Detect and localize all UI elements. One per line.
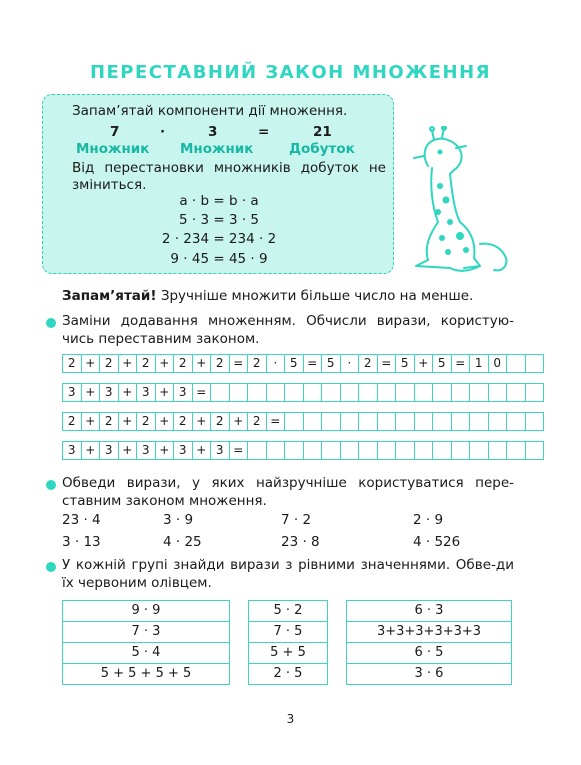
label-multiplier-2: Множник (180, 141, 254, 157)
grid-cell (415, 442, 434, 460)
grid-cell: 3 (137, 442, 156, 460)
answer-grid-row-4 (62, 441, 544, 460)
answer-grid-row-1 (62, 354, 544, 373)
dot-sign: · (160, 124, 166, 140)
grid-cell (452, 413, 471, 431)
label-product: Добуток (289, 141, 355, 157)
grid-cell: 2 (137, 355, 156, 373)
equation: 9 · 45 = 45 · 9 (170, 251, 268, 267)
grid-cell (285, 413, 304, 431)
grid-cell (452, 384, 471, 402)
remember-text: Зручніше множити більше число на менше. (156, 288, 474, 304)
grid-cell (267, 442, 286, 460)
grid-cell (341, 442, 360, 460)
group-expression[interactable]: 6 · 5 (347, 643, 511, 664)
rule-statement: Від перестановки множників добуток не зміниться. (72, 160, 386, 193)
grid-cell (396, 442, 415, 460)
group-expression[interactable]: 5 + 5 + 5 + 5 (100, 666, 192, 681)
grid-cell: + (156, 442, 175, 460)
grid-cell (285, 442, 304, 460)
grid-cell: 3 (211, 442, 230, 460)
expression[interactable]: 3 · 13 (62, 534, 101, 550)
group-expression[interactable]: 9 · 9 (63, 601, 229, 622)
equation: 5 · 3 = 3 · 5 (179, 212, 259, 228)
grid-cell (248, 384, 267, 402)
grid-cell (470, 442, 489, 460)
group-expression[interactable]: 2 · 5 (273, 666, 303, 681)
grid-cell (304, 413, 323, 431)
grid-cell: + (193, 413, 212, 431)
grid-cell: + (119, 442, 138, 460)
remember-bold: Запам’ятай! (62, 288, 157, 304)
grid-cell (341, 413, 360, 431)
task-2-text: Обведи вирази, у яких найзручніше користуватися пере-ставним законом множення. (62, 475, 514, 509)
grid-cell (378, 442, 397, 460)
bullet-icon (46, 318, 56, 328)
label-multiplier-1: Множник (76, 141, 150, 157)
grid-cell (507, 384, 526, 402)
expression[interactable]: 3 · 9 (163, 512, 194, 528)
grid-cell (507, 413, 526, 431)
expression[interactable]: 23 · 4 (62, 512, 101, 528)
grid-cell: 2 (211, 413, 230, 431)
grid-cell (526, 442, 545, 460)
equation: 2 · 234 = 234 · 2 (161, 231, 277, 247)
group-expression[interactable]: 3+3+3+3+3+3 (347, 622, 511, 643)
factor-2: 3 (208, 124, 218, 140)
grid-cell: 2 (63, 355, 82, 373)
grid-cell (322, 413, 341, 431)
grid-cell: + (82, 413, 101, 431)
grid-cell: + (82, 442, 101, 460)
grid-cell (433, 413, 452, 431)
grid-cell (304, 442, 323, 460)
expression[interactable]: 2 · 9 (413, 512, 444, 528)
grid-cell: 2 (174, 355, 193, 373)
grid-cell: 2 (211, 355, 230, 373)
grid-cell (415, 413, 434, 431)
answer-grid-row-3 (62, 412, 544, 431)
page-number: 3 (286, 712, 295, 726)
grid-cell: 5 (285, 355, 304, 373)
page-title: ПЕРЕСТАВНИЙ ЗАКОН МНОЖЕННЯ (89, 62, 492, 83)
grid-cell: 2 (100, 413, 119, 431)
grid-cell (304, 384, 323, 402)
rule-intro: Запам’ятай компоненти дії множення. (72, 103, 348, 119)
grid-cell (507, 442, 526, 460)
grid-cell: + (193, 355, 212, 373)
grid-cell (267, 384, 286, 402)
grid-cell (396, 384, 415, 402)
grid-cell (526, 413, 545, 431)
grid-cell: 3 (174, 384, 193, 402)
grid-cell: + (119, 355, 138, 373)
grid-cell: 3 (63, 384, 82, 402)
task-1-text: Заміни додавання множенням. Обчисли вирази, користую-чись переставним законом. (62, 313, 514, 347)
grid-cell: + (156, 384, 175, 402)
grid-cell: 5 (433, 355, 452, 373)
grid-cell (489, 442, 508, 460)
grid-cell: 2 (248, 413, 267, 431)
grid-cell (433, 384, 452, 402)
grid-cell: · (341, 355, 360, 373)
grid-cell (415, 384, 434, 402)
grid-cell (359, 413, 378, 431)
grid-cell: + (119, 384, 138, 402)
grid-cell: 2 (248, 355, 267, 373)
grid-cell: + (156, 413, 175, 431)
grid-cell: + (193, 442, 212, 460)
answer-grid-row-2 (62, 383, 544, 402)
grid-cell: 2 (174, 413, 193, 431)
grid-cell: 1 (470, 355, 489, 373)
grid-cell: + (119, 413, 138, 431)
group-table-3 (346, 600, 512, 685)
expression[interactable]: 4 · 25 (163, 534, 202, 550)
factor-1: 7 (110, 124, 120, 140)
task-3-text: У кожній групі знайди вирази з рівними значеннями. Обве-ди їх червоним олівцем. (62, 557, 514, 591)
grid-cell: + (82, 355, 101, 373)
grid-cell (322, 384, 341, 402)
grid-cell (489, 384, 508, 402)
equation: a · b = b · a (179, 193, 259, 209)
equals-sign: = (258, 124, 270, 140)
grid-cell: + (156, 355, 175, 373)
grid-cell: 3 (100, 442, 119, 460)
grid-cell: 3 (63, 442, 82, 460)
giraffe-illustration (410, 126, 515, 278)
grid-cell: 0 (489, 355, 508, 373)
grid-cell (378, 384, 397, 402)
grid-cell (452, 442, 471, 460)
group-table-1 (62, 600, 230, 685)
grid-cell (230, 384, 249, 402)
grid-cell (359, 442, 378, 460)
bullet-icon (46, 480, 56, 490)
remember-note (62, 288, 473, 304)
grid-cell (396, 413, 415, 431)
grid-cell: 2 (359, 355, 378, 373)
group-table-2 (248, 600, 328, 685)
group-expression[interactable]: 7 · 3 (63, 622, 229, 643)
expression[interactable]: 23 · 8 (281, 534, 320, 550)
grid-cell (526, 384, 545, 402)
grid-cell: 5 (322, 355, 341, 373)
grid-cell (359, 384, 378, 402)
grid-cell: 3 (137, 384, 156, 402)
grid-cell: = (304, 355, 323, 373)
grid-cell (470, 413, 489, 431)
grid-cell: 3 (174, 442, 193, 460)
grid-cell: · (267, 355, 286, 373)
grid-cell: + (415, 355, 434, 373)
group-expression[interactable]: 7 · 5 (249, 622, 327, 643)
grid-cell: 2 (63, 413, 82, 431)
expression[interactable]: 7 · 2 (281, 512, 312, 528)
grid-cell: + (230, 413, 249, 431)
grid-cell: = (230, 442, 249, 460)
grid-cell (489, 413, 508, 431)
grid-cell (507, 355, 526, 373)
grid-cell: = (378, 355, 397, 373)
group-expression[interactable]: 5 · 2 (249, 601, 327, 622)
bullet-icon (46, 562, 56, 572)
grid-cell (341, 384, 360, 402)
group-expression[interactable]: 3 · 6 (414, 666, 444, 681)
grid-cell: = (267, 413, 286, 431)
grid-cell: = (452, 355, 471, 373)
grid-cell: = (230, 355, 249, 373)
grid-cell: 2 (100, 355, 119, 373)
group-expression[interactable]: 5 · 4 (63, 643, 229, 664)
grid-cell (526, 355, 545, 373)
grid-cell: 2 (137, 413, 156, 431)
grid-cell: 3 (100, 384, 119, 402)
grid-cell (285, 384, 304, 402)
grid-cell (248, 442, 267, 460)
grid-cell (378, 413, 397, 431)
grid-cell: + (82, 384, 101, 402)
grid-cell (322, 442, 341, 460)
grid-cell (433, 442, 452, 460)
grid-cell: = (193, 384, 212, 402)
grid-cell: 5 (396, 355, 415, 373)
expression[interactable]: 4 · 526 (413, 534, 461, 550)
grid-cell (211, 384, 230, 402)
group-expression[interactable]: 5 + 5 (249, 643, 327, 664)
group-expression[interactable]: 6 · 3 (347, 601, 511, 622)
grid-cell (470, 384, 489, 402)
product-value: 21 (313, 124, 332, 140)
